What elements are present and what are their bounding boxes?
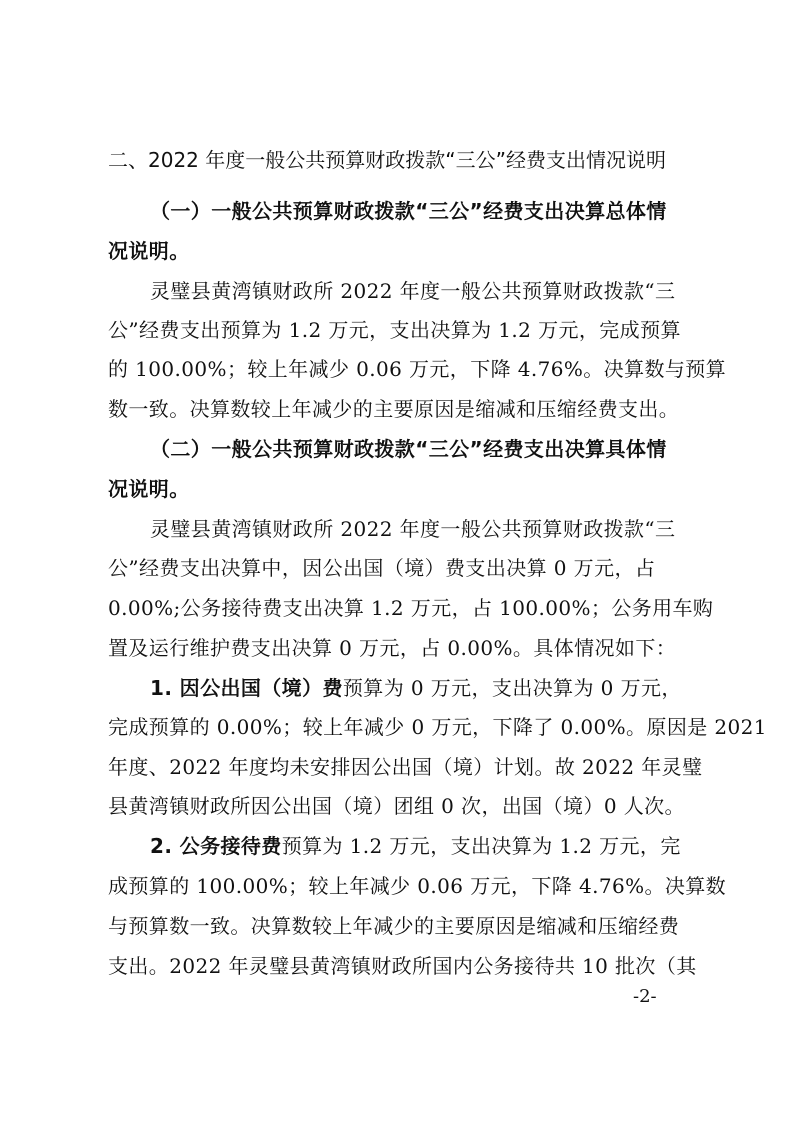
page-number: -2- [633,986,657,1007]
subsection-2-body-line-2: 公”经费支出决算中，因公出国（境）费支出决算 0 万元，占 [108,556,656,580]
item-1-first-line [150,676,682,700]
subsection-1-body-line-2: 公”经费支出预算为 1.2 万元，支出决算为 1.2 万元，完成预算 [108,318,681,342]
section-title: 二、2022 年度一般公共预算财政拨款“三公”经费支出情况说明 [108,148,666,172]
item-1-first-line-rest: 预算为 0 万元，支出决算为 0 万元， [342,676,682,700]
item-2-line-4: 支出。2022 年灵璧县黄湾镇财政所国内公务接待共 10 批次（其 [108,954,697,978]
subsection-1-body-line-1: 灵璧县黄湾镇财政所 2022 年度一般公共预算财政拨款“三 [150,279,676,303]
subsection-1-heading-line-1: （一）一般公共预算财政拨款“三公”经费支出决算总体情 [150,199,667,223]
item-1-line-4: 县黄湾镇财政所因公出国（境）团组 0 次，出国（境）0 人次。 [108,794,685,818]
item-2-line-2: 成预算的 100.00%；较上年减少 0.06 万元，下降 4.76%。决算数 [108,874,727,898]
item-2-lead: 2. 公务接待费 [150,834,282,858]
subsection-1-body-line-3: 的 100.00%；较上年减少 0.06 万元，下降 4.76%。决算数与预算 [108,357,727,381]
item-1-line-3: 年度、2022 年度均未安排因公出国（境）计划。故 2022 年灵璧 [108,755,703,779]
subsection-2-body-line-1: 灵璧县黄湾镇财政所 2022 年度一般公共预算财政拨款“三 [150,517,676,541]
subsection-2-heading-line-2: 况说明。 [108,477,190,501]
subsection-1-heading-line-2: 况说明。 [108,239,190,263]
subsection-1-body-line-4: 数一致。决算数较上年减少的主要原因是缩减和压缩经费支出。 [108,397,680,421]
subsection-2-body-line-3: 0.00%;公务接待费支出决算 1.2 万元，占 100.00%；公务用车购 [108,596,714,620]
item-2-line-3: 与预算数一致。决算数较上年减少的主要原因是缩减和压缩经费 [108,914,680,938]
item-1-lead: 1. 因公出国（境）费 [150,676,343,700]
item-2-first-line-rest: 预算为 1.2 万元，支出决算为 1.2 万元，完 [281,834,681,858]
item-1-line-2: 完成预算的 0.00%；较上年减少 0 万元，下降了 0.00%。原因是 2021 [108,715,767,739]
subsection-2-body-line-4: 置及运行维护费支出决算 0 万元，占 0.00%。具体情况如下： [108,636,677,660]
subsection-2-heading-line-1: （二）一般公共预算财政拨款“三公”经费支出决算具体情 [150,437,667,461]
item-2-first-line [150,834,681,858]
